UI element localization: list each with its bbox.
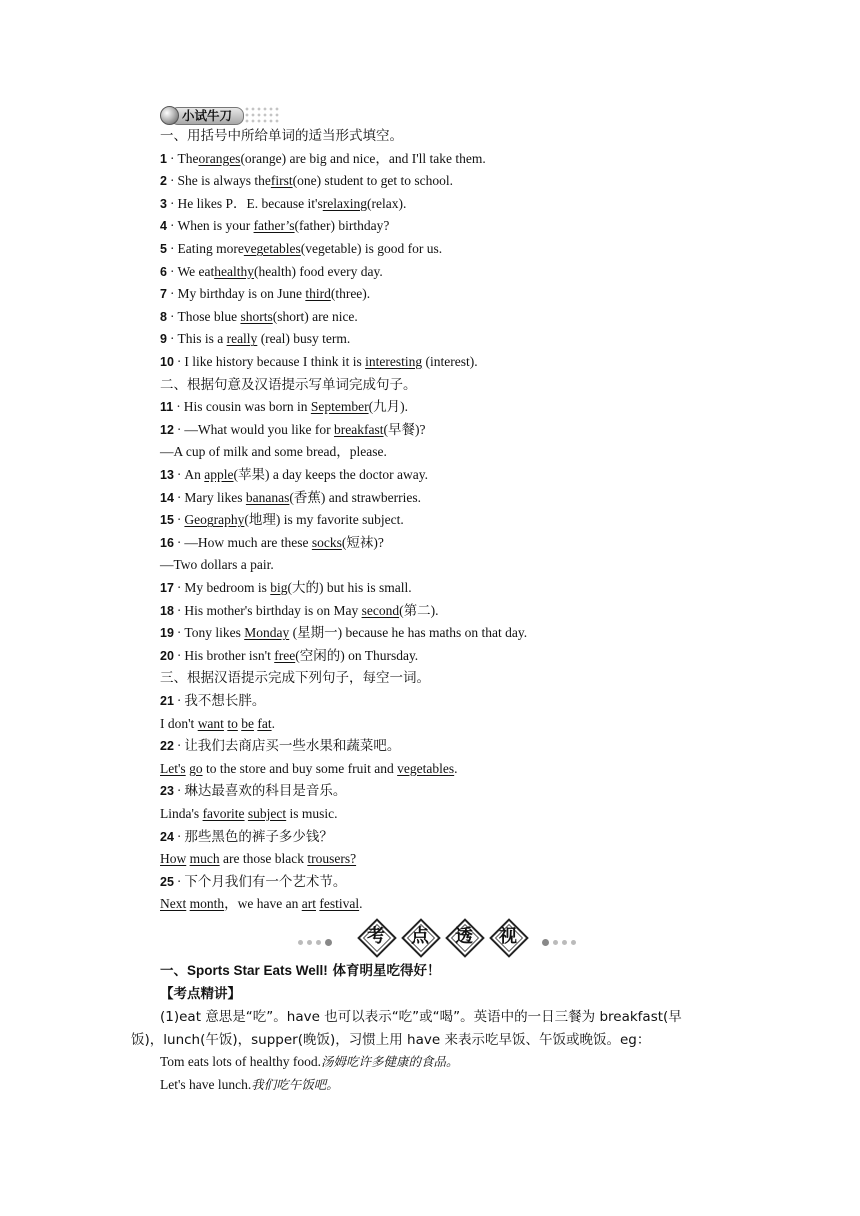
item-text: (早餐)? xyxy=(383,421,426,437)
item-number: 10 xyxy=(160,355,174,369)
item-text: (空闲的) on Thursday. xyxy=(295,647,419,663)
item-text: . xyxy=(454,760,458,776)
item-dot: · xyxy=(176,602,182,618)
item-text: (苹果) a day keeps the doctor away. xyxy=(233,467,428,482)
item-text: Tony likes xyxy=(184,625,245,641)
item-dot: · xyxy=(176,399,181,415)
item-dot: · xyxy=(176,738,182,754)
item-number: 15 xyxy=(160,513,174,528)
kaodian-heading: 一、Sports Star Eats Well! 体育明星吃得好！ xyxy=(160,963,441,979)
answer-blank: oranges xyxy=(198,150,241,166)
item-text: The xyxy=(177,150,199,166)
answer-blank: trousers? xyxy=(307,851,357,867)
banner-diamond: 视 xyxy=(492,921,524,953)
item-dot: · xyxy=(169,150,175,166)
answer-blank: Next xyxy=(160,896,187,912)
item-dot: · xyxy=(176,647,182,663)
answer-blank: healthy xyxy=(214,263,254,279)
item-text: (香蕉) and strawberries. xyxy=(289,489,421,505)
answer-blank: really xyxy=(226,331,258,347)
exercise-item xyxy=(160,308,358,326)
exercise-item xyxy=(160,195,406,213)
item-number: 11 xyxy=(160,400,174,415)
exercise-item xyxy=(160,217,389,235)
item-text: . xyxy=(271,715,275,731)
answer-blank: want xyxy=(197,715,224,731)
item-number: 13 xyxy=(160,468,174,482)
item-number: 20 xyxy=(160,648,174,663)
dialogue-reply: —A cup of milk and some bread，please. xyxy=(160,444,387,460)
answer-blank: favorite xyxy=(202,806,245,821)
kaodian-subheading: 【考点精讲】 xyxy=(160,986,241,1002)
chinese-prompt: 那些黑色的裤子多少钱？ xyxy=(184,828,333,845)
item-text: (short) are nice. xyxy=(272,308,358,324)
answer-blank: big xyxy=(270,580,288,595)
item-text: (orange) are big and nice，and I'll take them. xyxy=(240,150,486,166)
sphere-icon xyxy=(160,106,179,125)
answer-blank: relaxing xyxy=(322,195,367,211)
exercise-item xyxy=(160,534,384,552)
section-1-heading: 一、用括号中所给单词的适当形式填空。 xyxy=(160,128,403,144)
item-dot: · xyxy=(176,354,182,369)
item-text: (地理) is my favorite subject. xyxy=(244,512,404,528)
item-text: This is a xyxy=(177,331,227,347)
dot-pattern-icon xyxy=(244,106,280,124)
item-text: I don't xyxy=(160,715,198,731)
example-2: Let's have lunch.我们吃午饭吧。 xyxy=(160,1077,339,1092)
answer-blank: Monday xyxy=(244,625,290,641)
item-text: are those black xyxy=(219,851,308,867)
answer-blank: socks xyxy=(311,534,342,550)
exercise-item xyxy=(160,873,346,891)
dialogue-reply: —Two dollars a pair. xyxy=(160,557,274,573)
item-dot: · xyxy=(176,489,182,505)
answer-blank: second xyxy=(361,602,400,618)
english-answer-line xyxy=(160,805,338,823)
exercise-item xyxy=(160,647,418,665)
item-number: 9 xyxy=(160,332,167,347)
item-number: 23 xyxy=(160,784,174,799)
exercise-item xyxy=(160,150,486,168)
item-text: When is your xyxy=(177,218,254,234)
section-badge xyxy=(160,104,280,126)
item-text: (星期一) because he has maths on that day. xyxy=(289,625,528,641)
exercise-item xyxy=(160,330,350,348)
answer-blank: father’s xyxy=(253,218,295,234)
item-number: 7 xyxy=(160,287,167,302)
banner-dots-left xyxy=(296,934,334,940)
item-dot: · xyxy=(169,331,175,347)
item-dot: · xyxy=(169,173,175,189)
item-text: . xyxy=(359,896,363,912)
answer-blank: vegetables xyxy=(397,760,455,776)
answer-blank: festival xyxy=(319,896,360,912)
chinese-prompt: 让我们去商店买一些水果和蔬菜吧。 xyxy=(184,738,401,755)
answer-blank: month xyxy=(189,896,225,912)
example-1: Tom eats lots of healthy food.汤姆吃许多健康的食品。 xyxy=(160,1054,459,1069)
exercise-item xyxy=(160,511,404,529)
item-text: Linda's xyxy=(160,806,203,821)
answer-blank: Geography xyxy=(184,512,245,528)
chinese-prompt: 下个月我们有一个艺术节。 xyxy=(184,873,347,890)
item-text: (three). xyxy=(330,286,371,302)
answer-blank: vegetables xyxy=(243,241,301,256)
answer-blank: much xyxy=(189,851,220,867)
answer-blank: to xyxy=(227,715,238,731)
item-text: My bedroom is xyxy=(184,580,271,595)
item-number: 4 xyxy=(160,219,167,234)
exercise-item xyxy=(160,579,412,597)
answer-blank: be xyxy=(241,715,254,731)
item-text: An xyxy=(184,467,205,482)
item-number: 8 xyxy=(160,309,167,324)
badge-label: 小试牛刀 xyxy=(182,108,233,123)
item-text: Those blue xyxy=(177,308,241,324)
item-dot: · xyxy=(176,512,182,528)
item-text: (大的) but his is small. xyxy=(287,580,412,595)
chinese-prompt: 我不想长胖。 xyxy=(184,693,266,709)
item-text: (interest). xyxy=(422,354,478,369)
item-number: 16 xyxy=(160,535,174,550)
item-text: My birthday is on June xyxy=(177,286,306,302)
item-number: 3 xyxy=(160,196,167,211)
exercise-item xyxy=(160,737,400,755)
answer-blank: breakfast xyxy=(334,421,384,437)
item-dot: · xyxy=(176,580,182,595)
english-answer-line xyxy=(160,715,275,733)
answer-blank: subject xyxy=(247,806,287,821)
item-text: (vegetable) is good for us. xyxy=(300,241,443,256)
item-number: 24 xyxy=(160,829,174,844)
item-text: We eat xyxy=(177,263,215,279)
item-dot: · xyxy=(176,625,182,641)
answer-blank: first xyxy=(270,173,293,189)
section-3-heading: 三、根据汉语提示完成下列句子，每空一词。 xyxy=(160,670,430,687)
kaodian-banner xyxy=(296,918,596,956)
item-text: ，we have an xyxy=(224,896,302,912)
exercise-item xyxy=(160,353,478,371)
item-text: (father) birthday? xyxy=(294,218,390,234)
item-dot: · xyxy=(176,421,182,437)
item-text: (第二). xyxy=(399,602,439,618)
exercise-item xyxy=(160,692,265,710)
item-text: His mother's birthday is on May xyxy=(184,602,362,618)
item-dot: · xyxy=(169,286,175,302)
exercise-item xyxy=(160,782,346,800)
kaodian-paragraph-line2: 饭)，lunch(午饭)，supper(晚饭)，习惯上用 have 来表示吃早饭、午饭或晚饭。eg： xyxy=(131,1032,651,1048)
banner-dots-right xyxy=(540,934,578,940)
answer-blank: interesting xyxy=(365,354,423,369)
item-number: 21 xyxy=(160,694,174,708)
banner-diamond: 考 xyxy=(360,921,392,953)
exercise-item xyxy=(160,489,421,507)
answer-blank: How xyxy=(160,851,187,867)
item-dot: · xyxy=(169,241,175,256)
item-text: Mary likes xyxy=(184,489,246,505)
answer-blank: shorts xyxy=(240,308,273,324)
item-text: to the store and buy some fruit and xyxy=(202,760,398,776)
answer-blank: art xyxy=(301,896,316,912)
chinese-prompt: 琳达最喜欢的科目是音乐。 xyxy=(184,783,347,800)
item-dot: · xyxy=(176,828,182,844)
item-text: His brother isn't xyxy=(184,647,275,663)
answer-blank: September xyxy=(310,399,369,415)
section-2-heading: 二、根据句意及汉语提示写单词完成句子。 xyxy=(160,376,417,393)
item-text: —How much are these xyxy=(184,534,312,550)
item-text: (health) food every day. xyxy=(253,263,383,279)
item-number: 25 xyxy=(160,874,174,889)
exercise-item xyxy=(160,263,383,281)
answer-blank: third xyxy=(305,286,331,302)
item-number: 6 xyxy=(160,264,167,279)
item-text: —What would you like for xyxy=(184,421,335,437)
item-text: (relax). xyxy=(366,195,407,211)
exercise-item xyxy=(160,828,333,846)
answer-blank: fat xyxy=(257,715,272,731)
answer-blank: apple xyxy=(204,467,234,482)
english-answer-line xyxy=(160,760,458,778)
item-number: 17 xyxy=(160,581,174,595)
item-dot: · xyxy=(169,218,175,234)
item-number: 1 xyxy=(160,151,167,166)
item-number: 2 xyxy=(160,174,167,189)
item-dot: · xyxy=(176,783,182,799)
banner-diamond: 点 xyxy=(404,921,436,953)
item-dot: · xyxy=(176,467,182,482)
item-dot: · xyxy=(176,534,182,550)
item-number: 12 xyxy=(160,422,174,437)
item-text: (one) student to get to school. xyxy=(292,173,454,189)
item-dot: · xyxy=(169,195,175,211)
item-text: She is always the xyxy=(177,173,271,189)
exercise-item xyxy=(160,285,370,303)
item-text: I like history because I think it is xyxy=(184,354,366,369)
item-text: is music. xyxy=(286,806,338,821)
answer-blank: Let's xyxy=(160,760,186,776)
exercise-item xyxy=(160,624,527,642)
exercise-item xyxy=(160,466,428,484)
item-dot: · xyxy=(169,308,175,324)
item-number: 18 xyxy=(160,603,174,618)
item-text: He likes P．E. because it's xyxy=(177,195,323,211)
english-answer-line xyxy=(160,895,362,913)
answer-blank: bananas xyxy=(245,489,290,505)
banner-diamond: 透 xyxy=(448,921,480,953)
item-dot: · xyxy=(176,873,182,889)
english-answer-line xyxy=(160,850,356,868)
kaodian-paragraph-line1: (1)eat 意思是“吃”。have 也可以表示“吃”或“喝”。英语中的一日三餐为 breakfast(早 xyxy=(160,1009,682,1025)
exercise-item xyxy=(160,398,408,416)
exercise-item xyxy=(160,172,453,190)
item-number: 14 xyxy=(160,490,174,505)
exercise-item xyxy=(160,421,425,439)
exercise-item xyxy=(160,602,438,620)
item-text: (real) busy term. xyxy=(257,331,351,347)
item-text: (短袜)? xyxy=(341,534,384,550)
exercise-item xyxy=(160,240,442,258)
item-number: 22 xyxy=(160,739,174,754)
answer-blank: free xyxy=(274,647,296,663)
item-text: (九月). xyxy=(368,399,408,415)
answer-blank: go xyxy=(189,760,203,776)
item-number: 19 xyxy=(160,626,174,641)
item-text: His cousin was born in xyxy=(183,399,311,415)
item-dot: · xyxy=(169,263,175,279)
item-dot: · xyxy=(176,693,182,708)
item-text: Eating more xyxy=(177,241,244,256)
item-number: 5 xyxy=(160,242,167,256)
